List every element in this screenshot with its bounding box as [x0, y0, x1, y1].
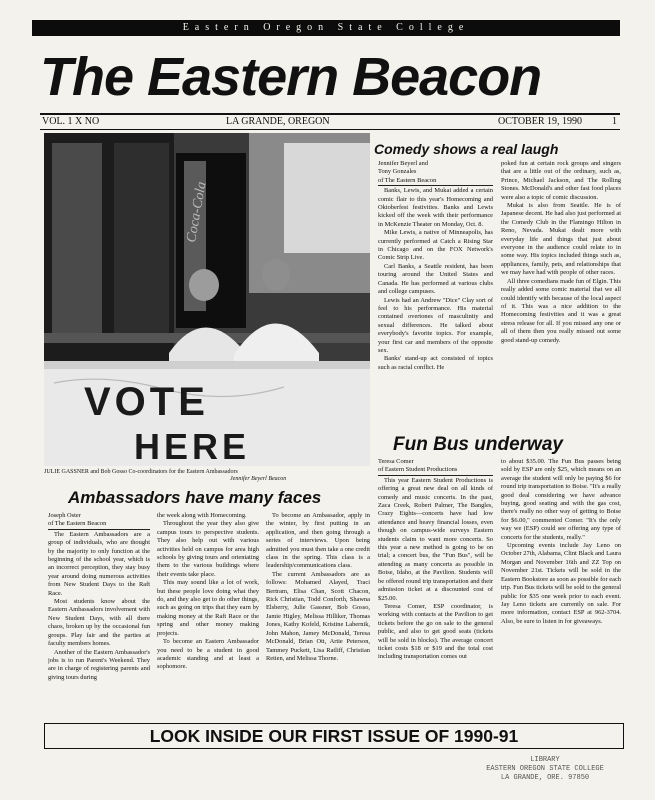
ambassadors-column-1: [48, 512, 150, 720]
comedy-paragraph: Lewis had an Andrew "Dice" Clay sort of feel to his performance. His material contained overtones of masculinity and sexual differences. He talked about everybody's favorite topics. For example, your first car and members of the opposite sex.: [378, 296, 493, 354]
photo-illustration: [44, 133, 370, 466]
ambassadors-paragraph: To become an Eastern Ambassador you need to be a student in good academic standing and at least a sophomore.: [157, 638, 259, 671]
page-number: 1: [612, 116, 617, 127]
top-bar-college-name: Eastern Oregon State College: [32, 20, 620, 36]
ambassadors-column-2: [157, 512, 259, 720]
funbus-paragraph: This year Eastern Student Productions is offering a great new deal on all kinds of comedy and music concerts. In the past, Zaca Creek, Robert Palmer, The Bangles, Crazy Eights—concerts have had low attendance and heavy financial losses, even though on campus-wide surveys Eastern students claim to want more concerts. So this year a new method is going to be on trial; a concert bus, the "Fun Bus", will be attending as many concerts as possible in Boise, Idaho, at the Pavilion. Students will be offered round trip transportation and their admission ticket at a discounted cost of $25.00.: [378, 476, 493, 602]
ambassadors-paragraph: Another of the Eastern Ambassador's jobs is to run Parent's Weekend. They are in charge of registering parents and giving tours during: [48, 648, 150, 681]
ambassadors-paragraph: The current Ambassadors are as follows: Mohamed Alayed, Traci Bertram, Elisa Chan, Scott Chacon, Rick Christian, Todd Conforth, Shawna Elsberry, Julie Gassner, Bob Gosso, Jamie Higley, Melissa Hilliker, Thomas Jones, Kathy Kofeld, Kristine Labernik, John Mahon, Jamey McDonald, Teresa McDonald, Brian Ott, Artie Peterson, Tammey Puckett, Lisa Ratliff, Christian Retien, and Melissa Thorne.: [266, 570, 370, 662]
ambassadors-byline: Joseph Oster: [48, 512, 81, 519]
ambassadors-paragraph: This may sound like a lot of work, but these people love doing what they do, and they also get to do other things, such as going on trips that they earn by making money at the Raft Race or the spring and other money making projects.: [157, 579, 259, 637]
ambassadors-headline: Ambassadors have many faces: [68, 488, 322, 507]
funbus-paragraph: Upcoming events include Jay Leno on October 27th, Alabama, Clint Black and Laura Morgan and November 16th and ZZ Top on November 21st. Tickets will be sold in the Eastern Bookstore as soon as possible for each trip. Fun Bus tickets will be sold to the general public for $35 one week prior to each event. Jay Leno tickets are currently on sale. For more information, contact ESP at 962-3704. Also, be sure to listen in for giveaways.: [501, 542, 621, 625]
funbus-byline: Teresa Comer: [378, 458, 414, 465]
comedy-byline-org: of The Eastern Beacon: [378, 177, 493, 186]
look-inside-banner: LOOK INSIDE OUR FIRST ISSUE OF 1990-91: [44, 723, 624, 749]
comedy-byline-2: Tony Gonzales: [378, 168, 417, 176]
funbus-paragraph: to about $35.00. The Fun Bus passes being sold by ESP are only $25, which means on an average the student will only be paying $6 for round trip transportation to Boise. "It's a really good deal considering we have advance buying, good seating and with the gas cost, there's really no other way of getting to Boise for $6.00," commented Comer. "It's the only way we (ESP) could see offering any type of concerts for the students, really.": [501, 458, 621, 541]
funbus-headline: Fun Bus underway: [393, 434, 563, 455]
vote-sign-line1: VOTE: [84, 380, 209, 424]
comedy-paragraph: Banks' stand-up act consisted of topics such as racial conflict. He: [378, 355, 493, 371]
comedy-column-2: [501, 160, 621, 435]
volume-number: VOL. 1 X NO: [42, 116, 100, 127]
comedy-paragraph: Carl Banks, a Seattle resident, has been touring around the United States and Canada. He has performed at various clubs and college campuses.: [378, 262, 493, 296]
library-stamp: [470, 756, 620, 783]
masthead-rule-bottom: [40, 129, 620, 130]
city-line: LA GRANDE, OREGON: [226, 116, 330, 127]
ambassadors-paragraph: Most students know about the Eastern Ambassadors involvement with New Student Days, with all there chaos, broken up by the occasional fun groups. Play fair and the parties at faculty members homes.: [48, 598, 150, 648]
ambassadors-byline-org: of The Eastern Beacon: [48, 520, 150, 529]
issue-date: OCTOBER 19, 1990: [498, 116, 582, 127]
masthead-title: The Eastern Beacon: [40, 47, 542, 107]
ambassadors-paragraph: the week along with Homecoming.: [157, 512, 247, 519]
dateline: [40, 115, 620, 129]
library-stamp-line: LA GRANDE, ORE. 97850: [500, 774, 590, 782]
front-page-photo: [44, 133, 370, 466]
comedy-paragraph: Banks, Lewis, and Mukai added a certain comic flair to this year's Homecoming and Oktoberfest festivities. Banks and Lewis kicked off the week with their performance in McKenzie Theater on Monday, Oct. 8.: [378, 187, 493, 228]
funbus-column-1: [378, 458, 493, 718]
comedy-column-1: [378, 160, 493, 435]
ambassadors-paragraph: The Eastern Ambassadors are a group of individuals, who are thought by the majority to only function at the beginning of the school year, which is an incorrect perception, they stay busy year around doing numerous activities from New Student Days to the Raft Race.: [48, 530, 150, 597]
comedy-paragraph: Mike Lewis, a native of Minneapolis, has currently performed at Catch a Rising Star in Chicago and on the FOX Network's Comic Strip Live.: [378, 229, 493, 262]
funbus-paragraph: Teresa Comer, ESP coordinator, is working with contacts at the Pavilion to get tickets before the go on sale to the general public, and also to get good seats (tickets will be sold in blocks). The average concert ticket costs $18 or $19 and the total cost including transportation comes out: [378, 602, 493, 661]
ambassadors-column-3: [266, 512, 370, 720]
ambassadors-paragraph: Throughout the year they also give campus tours to perspective students. They also help out with various activities held on campus for area high schools by giving tours and orientating them to the various buildings where their events take place.: [157, 520, 259, 578]
library-stamp-line: LIBRARY: [530, 756, 560, 764]
comedy-byline-1: Jennifer Beyerl and: [378, 160, 429, 167]
comedy-paragraph: Mukai is also from Seattle. He is of Japanese decent. He had also just performed at the Comedy Club in the Flamingo Hilton in Reno, Nevada. Mukai dealt more with everyday life and things that just about everyone in the audience could relate to in some way. His topics included things such as, appliances, family, pets, and relationships that we may have had with people of other races.: [501, 202, 621, 277]
photo-credit: Jennifer Beyerl Beacon: [230, 476, 287, 482]
funbus-byline-org: of Eastern Student Productions: [378, 466, 493, 475]
comedy-paragraph: poked fun at certain rock groups and singers that are a little out of the ordinary, such as, Prince, Michael Jackson, and The Rolling Stones. McDonald's and other fast food places were also a topic of comic discussion.: [501, 160, 621, 201]
ambassadors-paragraph: To become an Ambassador, apply in the winter, by first putting in an application, and then going through a series of interviews. Upon being admitted you must then take a one credit class in the spring. This class is a leadership/communications class.: [266, 512, 370, 570]
cooler-logo-text: Coca-Cola: [184, 180, 210, 244]
comedy-paragraph: All three comedians made fun of Elgin. This really added some comic material that we all could identify with because of the local aspect of it. This was a nice addition to the Homecoming festivities and it was a great stress release for all. If you missed any one or all of them then you really missed out some good stand-up comedy.: [501, 277, 621, 344]
funbus-column-2: [501, 458, 621, 718]
vote-sign-line2: HERE: [134, 426, 251, 466]
library-stamp-line: EASTERN OREGON STATE COLLEGE: [486, 765, 604, 773]
photo-caption: JULIE GASSNER and Bob Gosso Co-coordinators for the Eastern Ambassadors: [44, 469, 238, 475]
comedy-headline: Comedy shows a real laugh: [374, 141, 559, 157]
